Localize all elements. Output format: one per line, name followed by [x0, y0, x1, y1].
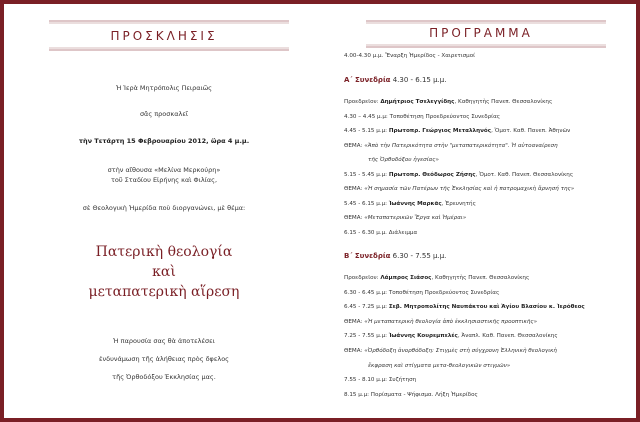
- session-a-label: Α΄ Συνεδρία: [344, 76, 391, 84]
- date-line: τὴν Τετάρτη 15 Φεβρουαρίου 2012, ὥρα 4 μ.μ.: [78, 137, 250, 145]
- program-item: [344, 114, 632, 121]
- topic-title: τῆς Ὀρθοδόξου ἠγεσίας»: [368, 157, 440, 163]
- speaker-affiliation: , Καθηγητὴς Πανεπ. Θεσσαλονίκης: [454, 99, 553, 105]
- speaker-affiliation: , Ἐρευνητής: [441, 200, 476, 207]
- item-text: 4.30 – 4.45 μ.μ: Τοποθέτηση Προεδρεύοντος Συνεδρίας: [344, 113, 501, 120]
- topic-title: «Ὀρθόδοξη ἀνορθόδοξη: Στιγμὲς στὴ σύγχρονη Ἑλληνικὴ θεολογικὴ: [364, 348, 557, 354]
- session-b-heading: [344, 252, 446, 260]
- closing-line-1: Ἡ παρουσία σας θὰ ἀποτελέσει: [113, 337, 215, 345]
- item-text: ΘΕΜΑ:: [344, 142, 365, 149]
- item-text: 4.45 - 5.15 μ.μ:: [344, 128, 389, 134]
- item-text: Προεδρεῖον:: [344, 99, 381, 105]
- session-b-label: Β΄ Συνεδρία: [344, 252, 391, 260]
- item-text: 5.15 - 5.45 μ.μ:: [344, 171, 389, 178]
- program-item: [344, 215, 632, 222]
- session-a-time: 4.30 - 6.15 μ.μ.: [392, 76, 447, 84]
- session-b-time: 6.30 - 7.55 μ.μ.: [392, 252, 447, 260]
- item-text: 8.15 μ.μ: Πορίσματα - Ψήφισμα. Λήξη Ἡμερίδος: [344, 391, 478, 398]
- ornament-bottom-left: [49, 47, 289, 53]
- speaker-name: Δημήτριος Τσελεγγίδης: [380, 99, 455, 105]
- invitation-heading: ΠΡΟΣΚΛΗΣΙΣ: [110, 29, 218, 43]
- program-item: [344, 290, 632, 297]
- topic-title: «Ἡ μεταπατερικὴ θεολογία ἀπὸ ἐκκλησιαστικῆς προοπτικῆς»: [364, 318, 538, 325]
- closing-line-3: τῆς Ὀρθοδόξου Ἐκκλησίας μας.: [112, 373, 216, 381]
- program-item: [344, 230, 632, 237]
- program-item: [344, 275, 632, 282]
- item-text: ΘΕΜΑ:: [344, 215, 365, 221]
- invites-line: σᾶς προσκαλεῖ: [139, 110, 189, 118]
- event-title-line-3: μεταπατερικὴ αἵρεση: [88, 284, 240, 300]
- program-item: [368, 363, 640, 370]
- venue-line-1: στὴν αἴθουσα «Μελίνα Μερκούρη»: [107, 166, 221, 174]
- event-title-line-2: καὶ: [152, 264, 176, 280]
- program-item: [344, 392, 632, 399]
- program-item: [344, 377, 632, 384]
- program-item: [368, 157, 640, 164]
- item-text: 6.45 - 7.25 μ.μ:: [344, 304, 389, 311]
- event-title-line-1: Πατερικὴ θεολογία: [95, 244, 233, 260]
- program-item: [344, 304, 632, 311]
- speaker-name: Ἰωάννης Μαρκᾶς: [388, 200, 442, 207]
- program-item: [344, 333, 632, 340]
- program-item: [344, 186, 632, 193]
- topic-intro-line: σὲ Θεολογικὴ Ἡμερίδα ποὺ διοργανώνει, μὲ θέμα:: [82, 204, 246, 212]
- invitation-panel: [14, 12, 314, 416]
- session-a-heading: [344, 76, 446, 84]
- ornament-top-left: [49, 18, 289, 24]
- item-text: ΘΕΜΑ:: [344, 186, 365, 192]
- venue-line-2: τοῦ Σταδίου Εἰρήνης καὶ Φιλίας,: [110, 176, 218, 184]
- speaker-affiliation: , Ὁμοτ. Καθ. Πανεπ. Θεσσαλονίκης: [475, 171, 574, 178]
- program-item: [344, 99, 632, 106]
- topic-title: «Μεταπατερικῶν Ἔργα καὶ Ἡμέραι»: [364, 215, 467, 221]
- topic-title: ἔκφραση καὶ στίγματα μετα-θεολογικῶν στιγμῶν»: [368, 362, 511, 369]
- host-line: Ἡ Ἱερὰ Μητρόπολις Πειραιῶς: [116, 84, 212, 92]
- program-item: [344, 128, 632, 135]
- program-intro: 4.00-4.30 μ.μ. Ἔναρξη Ἡμερίδος - Χαιρετισμοί: [344, 53, 476, 59]
- program-item: [344, 143, 632, 150]
- program-heading: ΠΡΟΓΡΑΜΜΑ: [429, 26, 533, 40]
- program-item: [344, 319, 632, 326]
- item-text: 5.45 - 6.15 μ.μ:: [344, 200, 389, 207]
- speaker-name: Πρωτοπρ. Γεώργιος Μεταλληνός: [388, 128, 492, 134]
- speaker-affiliation: , Ὁμοτ. Καθ. Πανεπ. Ἀθηνῶν: [491, 128, 571, 134]
- closing-line-2: ἐνδυνάμωση τῆς ἀλήθειας πρὸς ὄφελος: [98, 355, 230, 363]
- speaker-affiliation: , Καθηγητὴς Πανεπ. Θεσσαλονίκης: [431, 275, 530, 281]
- speaker-name: Ἰωάννης Κουρεμπελές: [388, 333, 458, 340]
- program-item: [344, 201, 632, 208]
- item-text: 7.55 - 8.10 μ.μ: Συζήτηση: [344, 377, 417, 384]
- topic-title: «Ἀπὸ τὴν Πατερικότητα στὴν "μεταπατερικότητα". Ἡ αὐτοαναίρεση: [364, 142, 558, 149]
- ornament-bottom-right: [366, 44, 606, 50]
- speaker-name: Πρωτοπρ. Θεόδωρος Ζήσης: [388, 171, 476, 178]
- item-text: Προεδρεῖον:: [344, 275, 381, 281]
- item-text: 6.15 - 6.30 μ.μ. Διάλειμμα: [344, 229, 418, 236]
- item-text: 6.30 - 6.45 μ.μ: Τοποθέτηση Προεδρεύοντος Συνεδρίας: [344, 289, 500, 296]
- item-text: ΘΕΜΑ:: [344, 318, 365, 325]
- item-text: 7.25 - 7.55 μ.μ:: [344, 333, 389, 340]
- speaker-name: Λάμπρος Σιάσος: [380, 275, 432, 281]
- speaker-name: Σεβ. Μητροπολίτης Ναυπάκτου καὶ Ἁγίου Βλασίου κ. Ἱερόθεος: [388, 304, 585, 311]
- ornament-top-right: [366, 18, 606, 24]
- topic-title: «Ἡ σημασία τῶν Πατέρων τῆς Ἐκκλησίας καὶ ἡ πατρομαχικὴ ἄρνησή της»: [364, 186, 575, 192]
- item-text: ΘΕΜΑ:: [344, 348, 365, 354]
- program-item: [344, 348, 632, 355]
- program-item: [344, 172, 632, 179]
- speaker-affiliation: , Ἀναπλ. Καθ. Πανεπ. Θεσσαλονίκης: [457, 333, 558, 340]
- program-panel: [330, 12, 632, 416]
